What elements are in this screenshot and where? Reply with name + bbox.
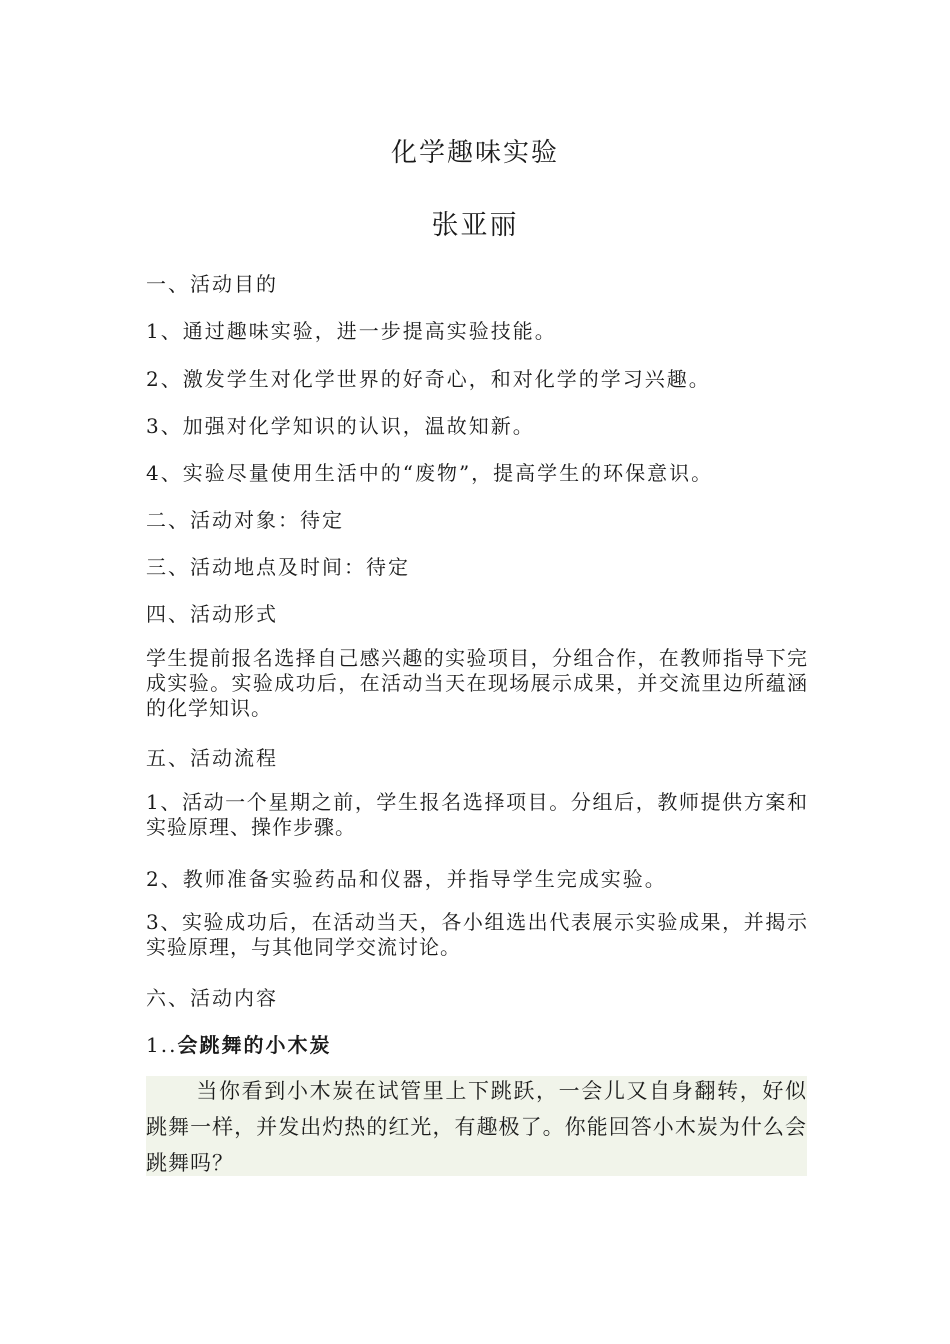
experiment-1-title: 会跳舞的小木炭 xyxy=(177,1033,332,1057)
section-heading-content: 六、活动内容 xyxy=(146,986,278,1010)
process-item-3: 3、实验成功后，在活动当天，各小组选出代表展示实验成果，并揭示实验原理，与其他同学交流讨论。 xyxy=(146,910,808,959)
purpose-item-4: 4、实验尽量使用生活中的“废物”，提高学生的环保意识。 xyxy=(146,461,714,485)
format-paragraph: 学生提前报名选择自己感兴趣的实验项目，分组合作，在教师指导下完成实验。实验成功后，在活动当天在现场展示成果，并交流里边所蕴涵的化学知识。 xyxy=(146,646,808,720)
document-title: 化学趣味实验 xyxy=(390,138,559,168)
experiment-1-description: 当你看到小木炭在试管里上下跳跃，一会儿又自身翻转，好似跳舞一样，并发出灼热的红光，有趣极了。你能回答小木炭为什么会跳舞吗？ xyxy=(146,1079,807,1175)
section-heading-audience: 二、活动对象：待定 xyxy=(146,508,344,532)
experiment-1-number: 1.. xyxy=(146,1033,178,1057)
purpose-item-1: 1、通过趣味实验，进一步提高实验技能。 xyxy=(146,319,557,343)
section-heading-purpose: 一、活动目的 xyxy=(146,272,278,296)
section-heading-location-time: 三、活动地点及时间：待定 xyxy=(146,555,410,579)
process-item-2: 2、教师准备实验药品和仪器，并指导学生完成实验。 xyxy=(146,867,667,891)
process-item-1: 1、活动一个星期之前，学生报名选择项目。分组后，教师提供方案和实验原理、操作步骤。 xyxy=(146,790,808,839)
purpose-item-2: 2、激发学生对化学世界的好奇心，和对化学的学习兴趣。 xyxy=(146,367,711,391)
section-heading-process: 五、活动流程 xyxy=(146,746,278,770)
section-heading-format: 四、活动形式 xyxy=(146,602,278,626)
experiment-1-heading xyxy=(146,1029,816,1058)
purpose-item-3: 3、加强对化学知识的认识，温故知新。 xyxy=(146,414,535,438)
document-author: 张亚丽 xyxy=(431,210,519,241)
